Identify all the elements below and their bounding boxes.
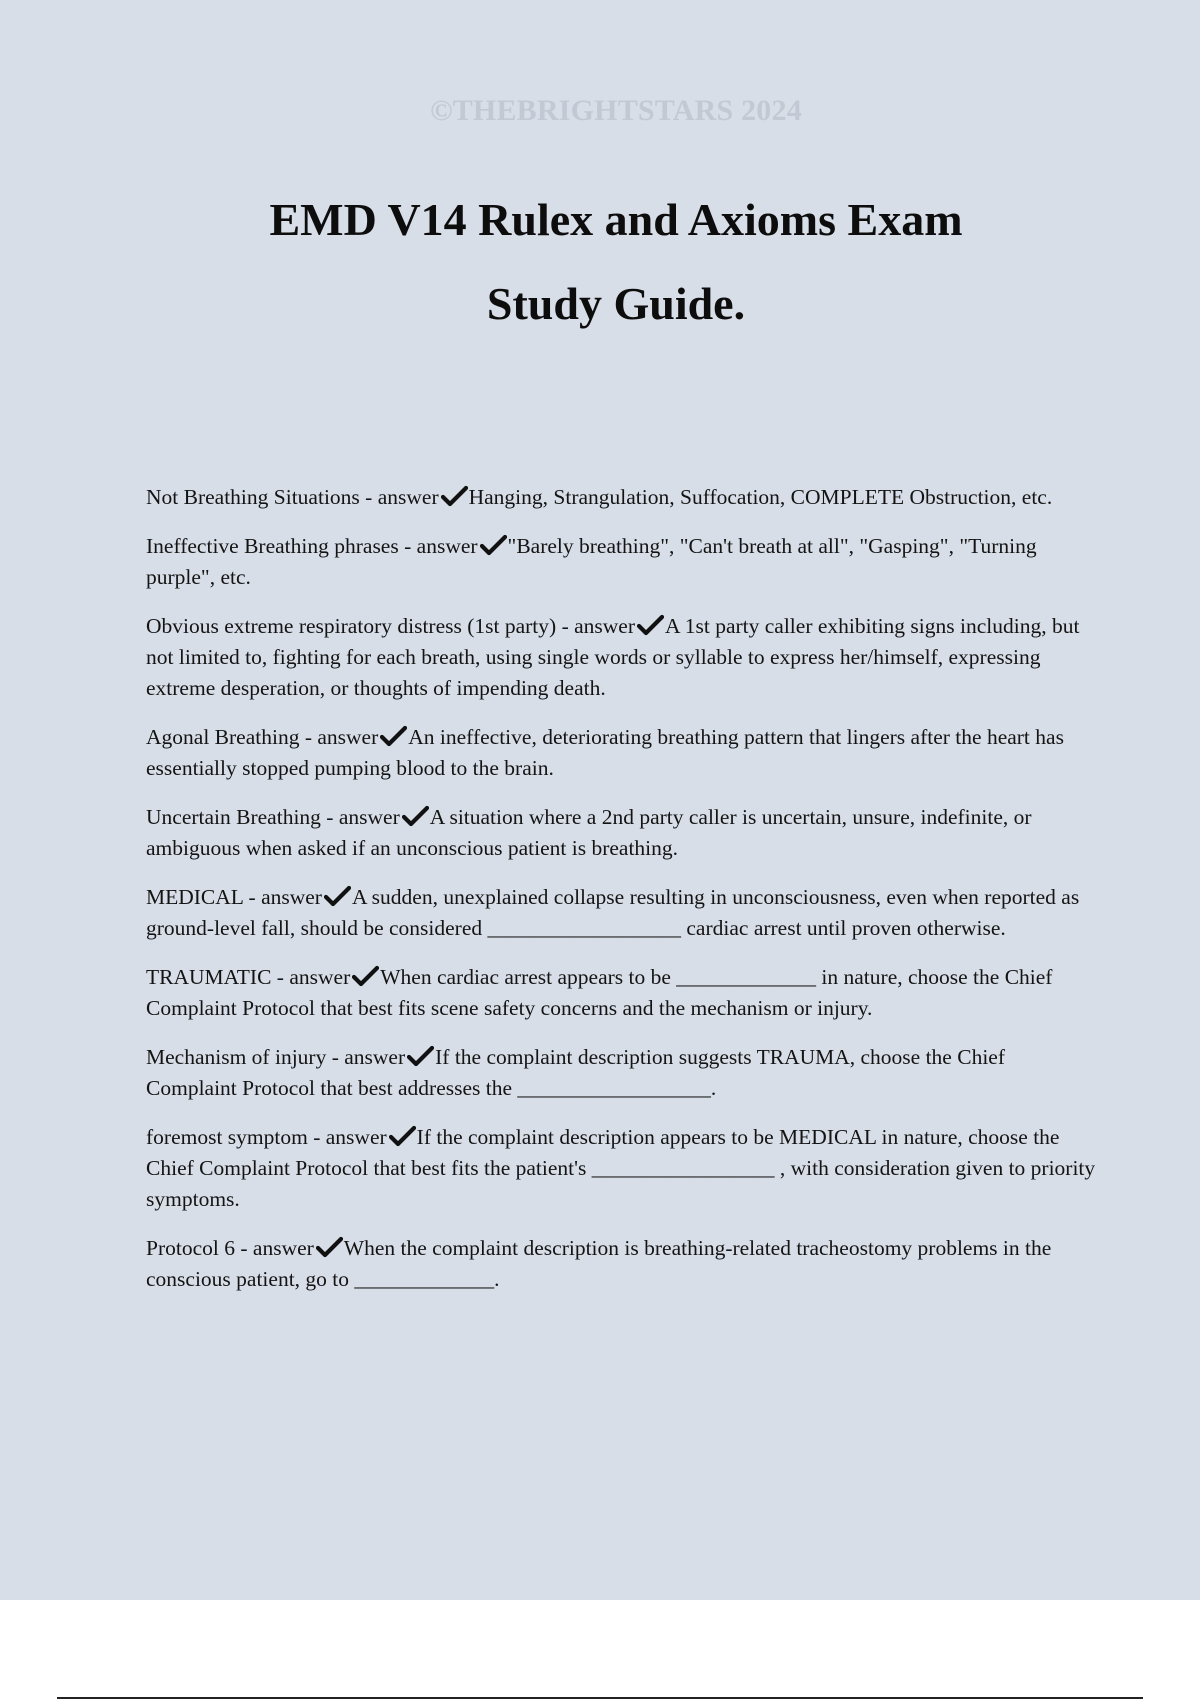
checkmark-icon [380, 725, 407, 747]
checkmark-icon [316, 1236, 343, 1258]
entry-term: Obvious extreme respiratory distress (1st party) [146, 614, 557, 638]
entry-separator: answer [338, 805, 400, 829]
title-line-1: EMD V14 Rulex and Axioms Exam [269, 194, 963, 245]
qa-entry-2: Ineffective Breathing phrases - answer "Barely breathing", "Can't breath at all", "Gasping", "Turning purple", etc. [146, 534, 1037, 589]
entry-answer: When cardiac arrest appears to be _____________ in nature, choose the Chief Complaint Protocol that best fits scene safety concerns and the mechanism or injury. [146, 965, 1053, 1020]
entry-separator: answer [325, 1125, 387, 1149]
page-title [0, 178, 1200, 346]
qa-entry-6: MEDICAL - answer A sudden, unexplained collapse resulting in unconsciousness, even when reported as ground-level fall, should be considered __________________ cardiac arrest until proven otherwise. [146, 885, 1080, 940]
entry-answer: If the complaint description suggests TRAUMA, choose the Chief Complaint Protocol that best addresses the __________________. [146, 1045, 1005, 1100]
checkmark-icon [324, 885, 351, 907]
entry-answer: A 1st party caller exhibiting signs including, but not limited to, fighting for each breath, using single words or syllable to express her/himself, expressing extreme desperation, or thoughts of impending death. [146, 614, 1080, 700]
checkmark-icon [389, 1125, 416, 1147]
qa-entry-1: Not Breathing Situations - answer Hanging, Strangulation, Suffocation, COMPLETE Obstruction, etc. [146, 485, 1053, 509]
entry-separator: answer [289, 965, 351, 989]
checkmark-icon [352, 965, 379, 987]
entry-separator: answer [252, 1236, 314, 1260]
watermark: ©THEBRIGHTSTARS 2024 [430, 94, 802, 127]
entry-term: Not Breathing Situations [146, 485, 360, 509]
entry-separator: answer [344, 1045, 406, 1069]
qa-list [146, 482, 1096, 1313]
entry-separator: answer [317, 725, 379, 749]
entry-answer: "Barely breathing", "Can't breath at all", "Gasping", "Turning purple", etc. [146, 534, 1037, 589]
entry-term: Agonal Breathing [146, 725, 300, 749]
qa-entry-9: foremost symptom - answer If the complaint description appears to be MEDICAL in nature, choose the Chief Complaint Protocol that best fits the patient's _________________ , with consideration given to priority symptoms. [146, 1125, 1096, 1211]
entry-answer: If the complaint description appears to be MEDICAL in nature, choose the Chief Complaint Protocol that best fits the patient's _________________ , with consideration given to priority symptoms. [146, 1125, 1096, 1211]
qa-entry-7: TRAUMATIC - answer When cardiac arrest appears to be _____________ in nature, choose the Chief Complaint Protocol that best fits scene safety concerns and the mechanism or injury. [146, 965, 1053, 1020]
entry-answer: When the complaint description is breathing-related tracheostomy problems in the conscious patient, go to _____________. [146, 1236, 1052, 1291]
entry-answer: Hanging, Strangulation, Suffocation, COMPLETE Obstruction, etc. [468, 485, 1053, 509]
qa-entry-4: Agonal Breathing - answer An ineffective, deteriorating breathing pattern that lingers after the heart has essentially stopped pumping blood to the brain. [146, 725, 1064, 780]
entry-answer: An ineffective, deteriorating breathing pattern that lingers after the heart has essentially stopped pumping blood to the brain. [146, 725, 1064, 780]
entry-term: Protocol 6 [146, 1236, 235, 1260]
entry-separator: answer [261, 885, 322, 909]
title-line-2: Study Guide. [486, 278, 746, 329]
qa-entry-5: Uncertain Breathing - answer A situation where a 2nd party caller is uncertain, unsure, indefinite, or ambiguous when asked if an unconscious patient is breathing. [146, 805, 1032, 860]
checkmark-icon [407, 1045, 434, 1067]
checkmark-icon [402, 805, 429, 827]
entry-answer: A situation where a 2nd party caller is uncertain, unsure, indefinite, or ambiguous when asked if an unconscious patient is breathing. [146, 805, 1032, 860]
qa-entry-8: Mechanism of injury - answer If the complaint description suggests TRAUMA, choose the Chief Complaint Protocol that best addresses the __________________. [146, 1045, 1005, 1100]
entry-separator: answer [416, 534, 478, 558]
qa-entry-10: Protocol 6 - answer When the complaint description is breathing-related tracheostomy problems in the conscious patient, go to _____________. [146, 1236, 1052, 1291]
entry-separator: answer [574, 614, 636, 638]
entry-term: Uncertain Breathing [146, 805, 321, 829]
entry-term: MEDICAL [146, 885, 244, 909]
checkmark-icon [480, 534, 507, 556]
checkmark-icon [441, 485, 468, 507]
footer-divider [57, 1697, 1143, 1699]
entry-term: foremost symptom [146, 1125, 308, 1149]
entry-term: Mechanism of injury [146, 1045, 327, 1069]
entry-term: Ineffective Breathing phrases [146, 534, 399, 558]
entry-answer: A sudden, unexplained collapse resulting in unconsciousness, even when reported as ground-level fall, should be considered __________________ cardiac arrest until proven otherwise. [146, 885, 1080, 940]
checkmark-icon [637, 614, 664, 636]
entry-term: TRAUMATIC [146, 965, 272, 989]
qa-entry-3: Obvious extreme respiratory distress (1st party) - answer A 1st party caller exhibiting signs including, but not limited to, fighting for each breath, using single words or syllable to express her/himself, expressing extreme desperation, or thoughts of impending death. [146, 614, 1080, 700]
entry-separator: answer [377, 485, 439, 509]
